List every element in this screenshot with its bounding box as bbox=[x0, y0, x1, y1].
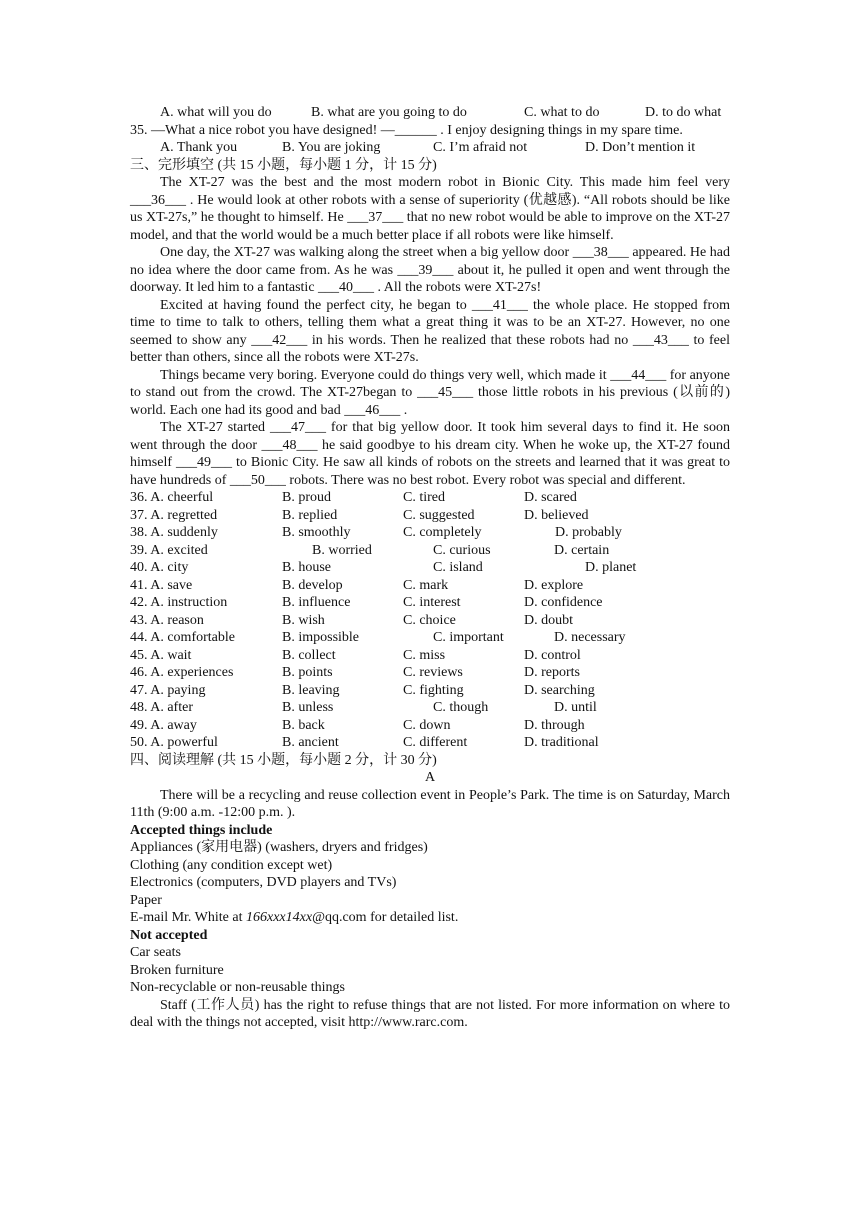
option-c: C. miss bbox=[403, 647, 446, 663]
option-c: C. suggested bbox=[403, 507, 475, 523]
option-b: B. proud bbox=[282, 490, 331, 505]
cloze-option-row bbox=[130, 717, 730, 735]
option-c: C. choice bbox=[403, 612, 456, 628]
document-page bbox=[130, 104, 730, 1032]
option-a: 36. A. cheerful bbox=[130, 490, 214, 505]
q34-option-c: C. what to do bbox=[524, 105, 600, 120]
option-c: C. interest bbox=[403, 595, 461, 610]
not-accepted-heading: Not accepted bbox=[130, 927, 208, 943]
option-b: B. points bbox=[282, 665, 333, 680]
option-a: 43. A. reason bbox=[130, 612, 204, 628]
option-d: D. through bbox=[524, 717, 585, 733]
option-a: 46. A. experiences bbox=[130, 665, 234, 680]
cloze-option-row bbox=[130, 699, 730, 717]
option-a: 40. A. city bbox=[130, 560, 189, 575]
q35-option-d: D. Don’t mention it bbox=[585, 140, 696, 155]
option-a: 50. A. powerful bbox=[130, 735, 218, 750]
option-d: D. planet bbox=[585, 560, 637, 575]
cloze-option-row bbox=[130, 559, 730, 577]
option-d: D. searching bbox=[524, 682, 595, 698]
cloze-paragraph-4: Things became very boring. Everyone could do things very well, which made it ___44___ for anyone to stand out from the crowd. The XT-27began to ___45___ those little robots in his previous (以前的) world. Each one had its good and bad ___46___ . bbox=[130, 367, 730, 418]
not-accepted-item: Car seats bbox=[130, 945, 181, 960]
option-a: 47. A. paying bbox=[130, 682, 206, 698]
option-d: D. necessary bbox=[554, 630, 626, 645]
option-c: C. different bbox=[403, 735, 468, 750]
cloze-option-row bbox=[130, 734, 730, 752]
cloze-option-row bbox=[130, 524, 730, 542]
q35-stem: 35. —What a nice robot you have designed! —______ . I enjoy designing things in my spare time. bbox=[130, 122, 683, 138]
q34-options-row bbox=[130, 104, 730, 122]
q35-options-row bbox=[130, 139, 730, 157]
option-b: B. replied bbox=[282, 507, 338, 523]
option-b: B. ancient bbox=[282, 735, 339, 750]
q34-option-b: B. what are you going to do bbox=[311, 105, 467, 120]
option-c: C. mark bbox=[403, 577, 449, 593]
section3-title: 三、完形填空 (共 15 小题，每小题 1 分，计 15 分) bbox=[130, 157, 437, 173]
accepted-item: Electronics (computers, DVD players and TVs) bbox=[130, 875, 397, 890]
cloze-paragraph-3: Excited at having found the perfect city, he began to ___41___ the whole place. He stopped from time to time to talk to others, telling them what a great thing it was to be an XT-27. However, no one seemed to show any ___42___ in his words. Then he realized that these robots had no ___43___ to feel better than others, since all the robots were XT-27s. bbox=[130, 297, 730, 365]
not-accepted-item: Non-recyclable or non-reusable things bbox=[130, 980, 345, 995]
option-c: C. reviews bbox=[403, 665, 463, 680]
option-a: 42. A. instruction bbox=[130, 595, 228, 610]
accepted-item: Paper bbox=[130, 892, 162, 908]
email-local: 166xxx14xx bbox=[246, 910, 313, 925]
cloze-option-row bbox=[130, 542, 730, 560]
q35-option-a: A. Thank you bbox=[160, 140, 238, 155]
option-a: 37. A. regretted bbox=[130, 507, 218, 523]
option-d: D. certain bbox=[554, 542, 610, 558]
option-b: B. impossible bbox=[282, 630, 360, 645]
option-a: 44. A. comfortable bbox=[130, 630, 235, 645]
option-b: B. worried bbox=[312, 542, 372, 558]
cloze-option-row bbox=[130, 629, 730, 647]
option-a: 38. A. suddenly bbox=[130, 525, 218, 540]
option-b: B. house bbox=[282, 560, 331, 575]
option-c: C. tired bbox=[403, 490, 445, 505]
passage-letter: A bbox=[424, 770, 436, 785]
cloze-option-row bbox=[130, 594, 730, 612]
email-prefix: E-mail Mr. White at bbox=[130, 910, 246, 925]
accepted-item: Appliances (家用电器) (washers, dryers and fridges) bbox=[130, 840, 428, 855]
option-d: D. probably bbox=[555, 525, 622, 540]
option-a: 49. A. away bbox=[130, 717, 197, 733]
option-d: D. confidence bbox=[524, 595, 603, 610]
option-a: 45. A. wait bbox=[130, 647, 192, 663]
option-a: 41. A. save bbox=[130, 577, 193, 593]
option-d: D. traditional bbox=[524, 735, 599, 750]
option-d: D. reports bbox=[524, 665, 580, 680]
option-b: B. back bbox=[282, 717, 325, 733]
q35-option-b: B. You are joking bbox=[282, 140, 381, 155]
section4-title: 四、阅读理解 (共 15 小题，每小题 2 分，计 30 分) bbox=[130, 752, 437, 768]
cloze-paragraph-1: The XT-27 was the best and the most modern robot in Bionic City. This made him feel very ___36___ . He would look at other robots with a sense of superiority (优越感). “All robots should be like us XT-27s,” he thought to himself. He ___37___ that no new robot would be able to improve on the XT-27 model, and that the world would be a much better place if all robots were like himself. bbox=[130, 175, 730, 243]
q34-option-d: D. to do what bbox=[645, 105, 722, 120]
option-d: D. scared bbox=[524, 490, 577, 505]
option-b: B. wish bbox=[282, 612, 325, 628]
accepted-heading: Accepted things include bbox=[130, 822, 273, 838]
cloze-paragraph-5: The XT-27 started ___47___ for that big yellow door. It took him several days to find it. He soon went through the door ___48___ he said goodbye to his dream city. When he woke up, the XT-27 found himself ___49___ to Bionic City. He saw all kinds of robots on the streets and learned that it was great to have hundreds of ___50___ robots. There was no best robot. Every robot was special and different. bbox=[130, 420, 730, 488]
cloze-option-row bbox=[130, 612, 730, 630]
option-d: D. explore bbox=[524, 577, 584, 593]
option-b: B. influence bbox=[282, 595, 351, 610]
passage-closing: Staff (工作人员) has the right to refuse things that are not listed. For more information on where to deal with the things not accepted, visit http://www.rarc.com. bbox=[130, 997, 730, 1030]
option-c: C. completely bbox=[403, 525, 482, 540]
email-domain: @qq.com for detailed list. bbox=[312, 910, 459, 925]
cloze-options-list bbox=[130, 489, 730, 752]
accepted-item: Clothing (any condition except wet) bbox=[130, 857, 333, 873]
cloze-option-row bbox=[130, 577, 730, 595]
option-d: D. believed bbox=[524, 507, 589, 523]
q34-option-a: A. what will you do bbox=[160, 105, 272, 120]
option-d: D. doubt bbox=[524, 612, 573, 628]
option-c: C. important bbox=[433, 630, 504, 645]
cloze-option-row bbox=[130, 647, 730, 665]
cloze-option-row bbox=[130, 682, 730, 700]
cloze-paragraph-2: One day, the XT-27 was walking along the street when a big yellow door ___38___ appeared. He had no idea where the door came from. As he was ___39___ about it, he pulled it open and went through the doorway. It led him to a fantastic ___40___ . All the robots were XT-27s! bbox=[130, 245, 730, 295]
email-line bbox=[130, 909, 730, 927]
option-c: C. curious bbox=[433, 542, 491, 558]
option-d: D. until bbox=[554, 700, 597, 715]
option-c: C. though bbox=[433, 700, 489, 715]
option-b: B. leaving bbox=[282, 682, 340, 698]
not-accepted-item: Broken furniture bbox=[130, 962, 224, 978]
option-b: B. collect bbox=[282, 647, 336, 663]
cloze-option-row bbox=[130, 507, 730, 525]
option-a: 48. A. after bbox=[130, 700, 193, 715]
option-b: B. smoothly bbox=[282, 525, 351, 540]
cloze-option-row bbox=[130, 489, 730, 507]
option-d: D. control bbox=[524, 647, 581, 663]
option-b: B. unless bbox=[282, 700, 334, 715]
option-b: B. develop bbox=[282, 577, 343, 593]
option-a: 39. A. excited bbox=[130, 542, 208, 558]
option-c: C. island bbox=[433, 560, 483, 575]
cloze-option-row bbox=[130, 664, 730, 682]
option-c: C. fighting bbox=[403, 682, 464, 698]
q35-option-c: C. I’m afraid not bbox=[433, 140, 528, 155]
passage-intro: There will be a recycling and reuse collection event in People’s Park. The time is on Saturday, March 11th (9:00 a.m. -12:00 p.m. ). bbox=[130, 787, 730, 820]
option-c: C. down bbox=[403, 717, 451, 733]
